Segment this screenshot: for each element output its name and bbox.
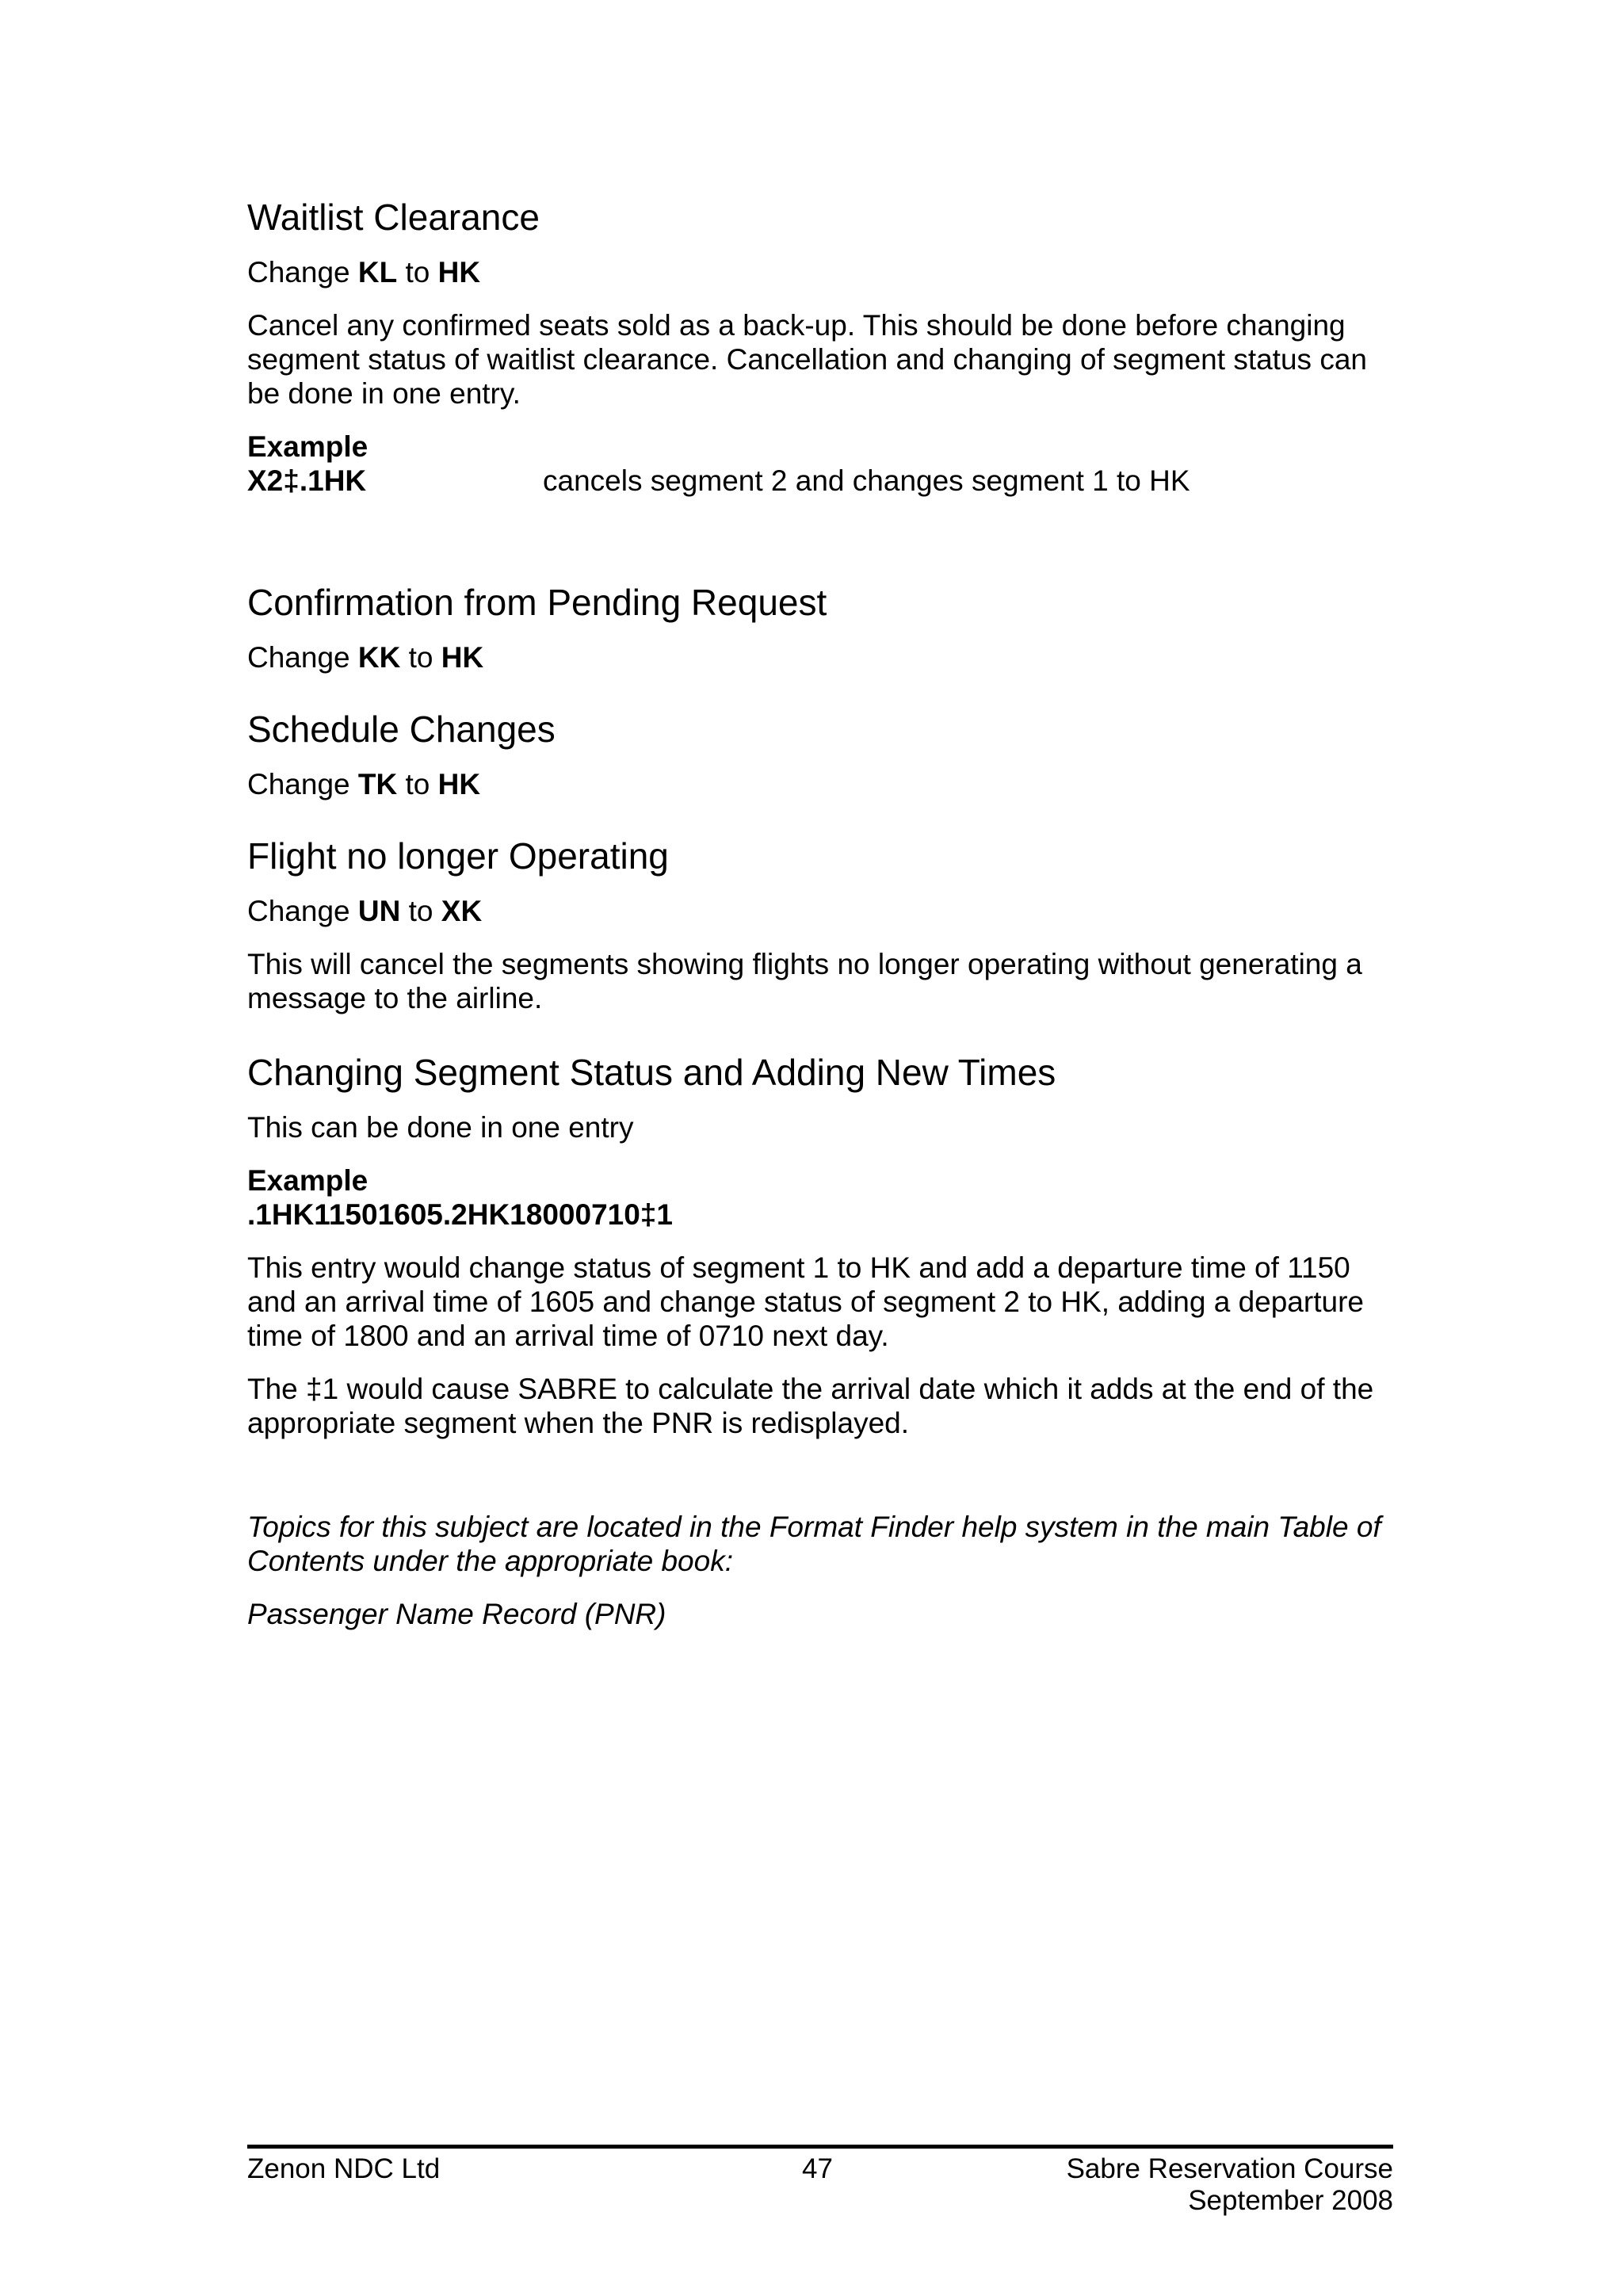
body-paragraph: This will cancel the segments showing flights no longer operating without generating a message to the airline.: [247, 948, 1362, 1014]
example-description: cancels segment 2 and changes segment 1 to HK: [543, 464, 1190, 497]
to-word: to: [405, 256, 430, 288]
footer-company: Zenon NDC Ltd: [247, 2153, 441, 2184]
status-change-line: [247, 255, 1396, 289]
example-label: Example: [247, 1164, 369, 1197]
section-heading-waitlist: Waitlist Clearance: [247, 197, 540, 238]
status-code-from: UN: [357, 895, 401, 927]
topics-note: Topics for this subject are located in the Format Finder help system in the main Table of Contents under the appropriate book:: [247, 1511, 1381, 1577]
example-code: X2‡.1HK: [247, 464, 367, 497]
footer-course-info: [1067, 2153, 1393, 2217]
status-code-to: XK: [441, 895, 483, 927]
section-heading-pending: Confirmation from Pending Request: [247, 582, 827, 623]
intro-line: This can be done in one entry: [247, 1111, 634, 1144]
example-code: .1HK11501605.2HK18000710‡1: [247, 1198, 673, 1231]
page-footer: [247, 2145, 1393, 2217]
status-change-line: [247, 894, 1396, 928]
status-code-from: TK: [357, 768, 398, 800]
footer-date: September 2008: [1188, 2185, 1393, 2216]
status-code-from: KK: [357, 641, 401, 674]
to-word: to: [405, 768, 430, 800]
status-change-line: [247, 640, 1396, 674]
example-label: Example: [247, 430, 369, 463]
to-word: to: [408, 895, 433, 927]
body-paragraph: The ‡1 would cause SABRE to calculate the arrival date which it adds at the end of the appropriate segment when the PNR is redisplayed.: [247, 1373, 1374, 1439]
change-prefix: Change: [247, 641, 350, 674]
document-page: [247, 195, 1396, 1631]
section-heading-schedule: Schedule Changes: [247, 709, 556, 750]
topics-book: Passenger Name Record (PNR): [247, 1598, 666, 1630]
footer-page-number: 47: [802, 2153, 833, 2184]
change-prefix: Change: [247, 256, 350, 288]
to-word: to: [408, 641, 433, 674]
body-paragraph: This entry would change status of segment 1 to HK and add a departure time of 1150 and an arrival time of 1605 and change status of segment 2 to HK, adding a departure time of 1800 and an arrival time of 0710 next day.: [247, 1251, 1364, 1352]
status-code-from: KL: [357, 256, 398, 288]
section-heading-no-longer-operating: Flight no longer Operating: [247, 835, 669, 877]
status-code-to: HK: [437, 768, 481, 800]
status-code-to: HK: [437, 256, 481, 288]
section-heading-new-times: Changing Segment Status and Adding New Times: [247, 1052, 1056, 1093]
change-prefix: Change: [247, 895, 350, 927]
status-code-to: HK: [441, 641, 484, 674]
change-prefix: Change: [247, 768, 350, 800]
footer-course: Sabre Reservation Course: [1066, 2153, 1393, 2184]
body-paragraph: Cancel any confirmed seats sold as a back-up. This should be done before changing segment status of waitlist clearance. Cancellation and changing of segment status can be done in one entry.: [247, 309, 1367, 410]
example-entry: [247, 464, 1396, 498]
status-change-line: [247, 767, 1396, 801]
